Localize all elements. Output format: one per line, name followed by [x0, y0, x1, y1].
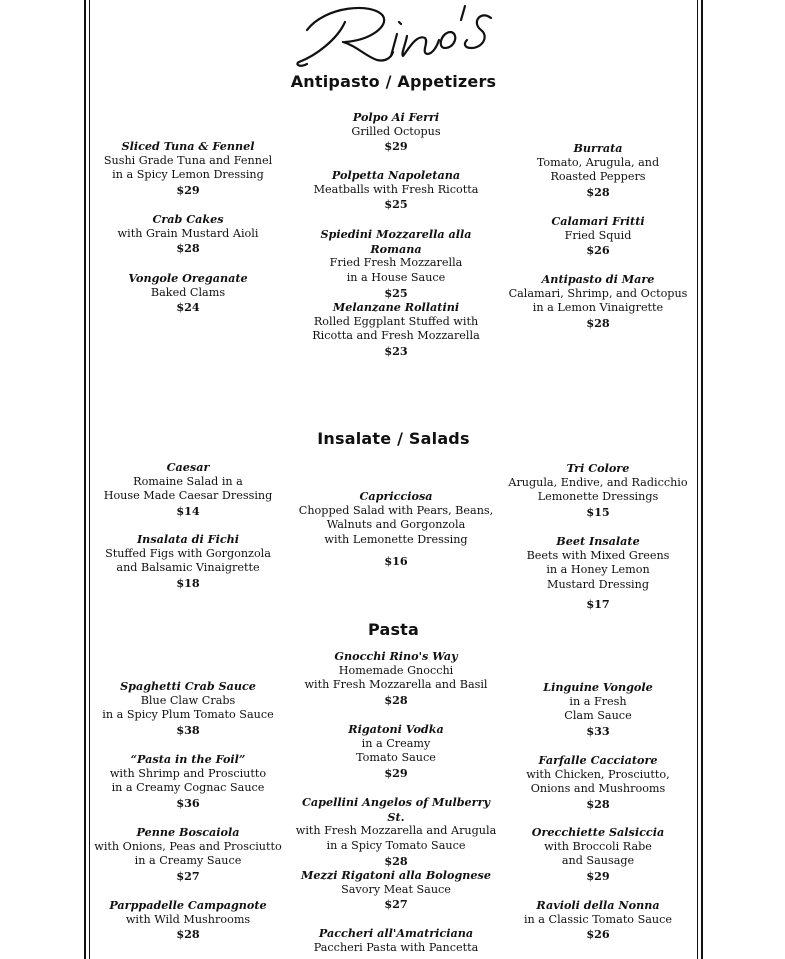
frame-border-right-inner — [697, 0, 698, 959]
item-description: Baked Clams — [150, 285, 226, 299]
item-name: Mezzi Rigatoni alla Bolognese — [301, 868, 491, 882]
item-name: Melanzane Rollatini — [332, 300, 460, 314]
item-price: $26 — [586, 243, 610, 258]
menu-item — [294, 227, 498, 301]
item-description: Sushi Grade Tuna and Fennel in a Spicy Lemon Dressing — [103, 153, 273, 182]
item-description: Chopped Salad with Pears, Beans, Walnuts and Gorgonzola with Lemonette Dressing — [298, 503, 494, 547]
item-price: $24 — [176, 300, 200, 315]
menu-item — [294, 926, 498, 955]
menu-item — [294, 795, 498, 869]
item-name: Capricciosa — [359, 489, 433, 503]
item-name: Gnocchi Rino's Way — [334, 649, 458, 663]
menu-item — [92, 825, 284, 884]
menu-item — [92, 139, 284, 198]
menu-item — [504, 534, 692, 612]
item-name: Beet Insalate — [556, 534, 640, 548]
item-description: Meatballs with Fresh Ricotta — [313, 182, 479, 196]
item-name: Calamari Fritti — [551, 214, 645, 228]
item-price: $15 — [586, 505, 610, 520]
item-name: Sliced Tuna & Fennel — [121, 139, 255, 153]
item-name: Crab Cakes — [152, 212, 224, 226]
item-name: Polpo Ai Ferri — [352, 110, 440, 124]
item-description: Paccheri Pasta with Pancetta — [313, 940, 479, 954]
menu-item — [294, 868, 498, 912]
menu-item — [504, 680, 692, 739]
item-price: $36 — [176, 796, 200, 811]
item-price: $16 — [384, 553, 408, 568]
menu-item — [92, 898, 284, 942]
item-description: in a Classic Tomato Sauce — [523, 912, 673, 926]
menu-item — [294, 300, 498, 359]
menu-item — [92, 679, 284, 738]
item-description: Homemade Gnocchi with Fresh Mozzarella and Basil — [304, 663, 488, 692]
menu-item — [504, 825, 692, 884]
item-price: $23 — [384, 344, 408, 359]
item-description: Grilled Octopus — [351, 124, 441, 138]
item-name: Paccheri all'Amatriciana — [318, 926, 474, 940]
item-description: Romaine Salad in a House Made Caesar Dressing — [103, 474, 273, 503]
item-name: Penne Boscaiola — [136, 825, 240, 839]
item-price: $28 — [176, 927, 200, 942]
restaurant-logo — [285, 0, 510, 72]
item-price: $33 — [586, 724, 610, 739]
item-name: Farfalle Cacciatore — [538, 753, 658, 767]
item-description: Rolled Eggplant Stuffed with Ricotta and Fresh Mozzarella — [312, 314, 480, 343]
menu-item — [294, 110, 498, 154]
item-name: Caesar — [166, 460, 210, 474]
item-price: $25 — [384, 285, 408, 300]
section-title-insalate: Insalate / Salads — [317, 429, 470, 448]
item-name: Linguine Vongole — [543, 680, 653, 694]
item-price: $18 — [176, 576, 200, 591]
item-price: $29 — [384, 766, 408, 781]
item-price: $28 — [586, 185, 610, 200]
item-name: Vongole Oreganate — [128, 271, 248, 285]
item-price: $17 — [586, 596, 610, 611]
item-description: Fried Fresh Mozzarella in a House Sauce — [329, 256, 463, 285]
item-description: Fried Squid — [564, 228, 632, 242]
item-price: $29 — [586, 869, 610, 884]
menu-item — [92, 212, 284, 256]
item-price: $29 — [176, 183, 200, 198]
menu-item — [294, 649, 498, 708]
item-name: Spaghetti Crab Sauce — [120, 679, 256, 693]
item-description: in a Creamy Tomato Sauce — [356, 736, 436, 765]
item-description: with Onions, Peas and Prosciutto in a Creamy Sauce — [94, 839, 282, 868]
item-price: $28 — [176, 241, 200, 256]
menu-item — [294, 722, 498, 781]
section-title-antipasto: Antipasto / Appetizers — [290, 72, 497, 91]
logo-script-mark — [285, 0, 510, 72]
frame-border-right-outer — [701, 0, 703, 959]
item-name: Ravioli della Nonna — [536, 898, 660, 912]
item-description: with Fresh Mozzarella and Arugula in a Spicy Tomato Sauce — [295, 824, 497, 853]
item-name: Antipasto di Mare — [541, 272, 655, 286]
item-price: $14 — [176, 504, 200, 519]
item-name: Capellini Angelos of Mulberry St. — [302, 795, 490, 824]
item-description: with Grain Mustard Aioli — [117, 226, 259, 240]
item-name: “Pasta in the Foil” — [130, 752, 246, 766]
menu-item — [504, 461, 692, 520]
item-description: Tomato, Arugula, and Roasted Peppers — [536, 155, 660, 184]
item-price: $29 — [384, 139, 408, 154]
item-description: Stuffed Figs with Gorgonzola and Balsamic Vinaigrette — [105, 546, 271, 575]
item-description: with Broccoli Rabe and Sausage — [544, 839, 652, 868]
section-title-pasta: Pasta — [367, 620, 420, 639]
item-name: Burrata — [573, 141, 623, 155]
menu-item — [504, 272, 692, 331]
frame-border-left-outer — [84, 0, 86, 959]
item-description: Blue Claw Crabs in a Spicy Plum Tomato Sauce — [102, 693, 274, 722]
menu-item — [504, 214, 692, 258]
item-name: Parppadelle Campagnote — [109, 898, 267, 912]
menu-item — [504, 898, 692, 942]
item-name: Spiedini Mozzarella alla Romana — [320, 227, 472, 256]
item-price: $28 — [586, 797, 610, 812]
item-description: with Shrimp and Prosciutto in a Creamy Cognac Sauce — [109, 766, 267, 795]
item-price: $28 — [384, 853, 408, 868]
item-description: Beets with Mixed Greens in a Honey Lemon Mustard Dressing — [526, 548, 670, 592]
menu-item — [504, 141, 692, 200]
menu-item — [92, 460, 284, 519]
menu-item — [504, 753, 692, 812]
item-description: Savory Meat Sauce — [341, 882, 451, 896]
menu-item — [294, 168, 498, 212]
item-description: in a Fresh Clam Sauce — [564, 694, 632, 723]
menu-item — [92, 752, 284, 811]
item-name: Polpetta Napoletana — [331, 168, 461, 182]
item-price: $27 — [384, 897, 408, 912]
item-description: with Wild Mushrooms — [125, 912, 251, 926]
item-price: $27 — [176, 869, 200, 884]
item-description: with Chicken, Prosciutto, Onions and Mushrooms — [526, 767, 670, 796]
item-price: $26 — [586, 927, 610, 942]
menu-item — [92, 532, 284, 591]
item-price: $25 — [384, 197, 408, 212]
item-name: Tri Colore — [566, 461, 630, 475]
item-name: Rigatoni Vodka — [348, 722, 444, 736]
item-name: Insalata di Fichi — [136, 532, 240, 546]
item-price: $38 — [176, 723, 200, 738]
item-price: $28 — [384, 693, 408, 708]
item-description: Calamari, Shrimp, and Octopus in a Lemon Vinaigrette — [508, 286, 688, 315]
item-description: Arugula, Endive, and Radicchio Lemonette Dressings — [508, 475, 688, 504]
menu-item — [294, 489, 498, 569]
frame-border-left-inner — [89, 0, 90, 959]
item-name: Orecchiette Salsiccia — [531, 825, 665, 839]
menu-item — [92, 271, 284, 315]
item-price: $28 — [586, 316, 610, 331]
